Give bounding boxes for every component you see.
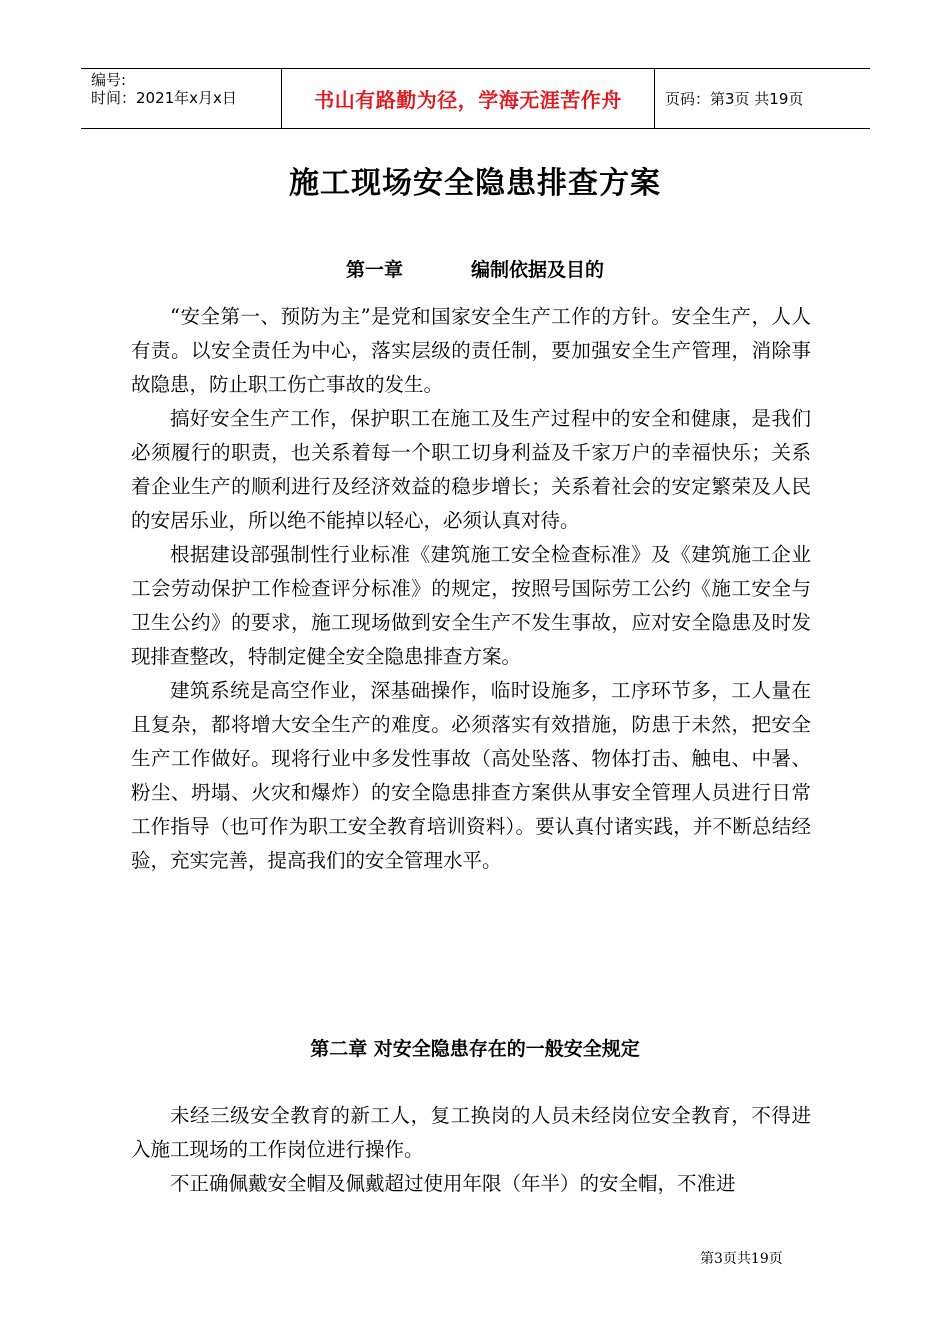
paragraph: 建筑系统是高空作业，深基础操作，临时设施多，工序环节多，工人量在且复杂，都将增大安全生产的难度。必须落实有效措施，防患于未然，把安全生产工作做好。现将行业中多发性事故（高处坠落、物体打击、触电、中暑、粉尘、坍塌、火灾和爆炸）的安全隐患排查方案供从事安全管理人员进行日常工作指导（也可作为职工安全教育培训资料）。要认真付诸实践，并不断总结经验，充实完善，提高我们的安全管理水平。 <box>131 679 811 872</box>
paragraph: 未经三级安全教育的新工人，复工换岗的人员未经岗位安全教育，不得进入施工现场的工作岗位进行操作。 <box>131 1104 811 1161</box>
paragraph: 根据建设部强制性行业标准《建筑施工安全检查标准》及《建筑施工企业工会劳动保护工作检查评分标准》的规定，按照号国际劳工公约《施工安全与卫生公约》的要求，施工现场做到安全生产不发生事故，应对安全隐患及时发现排查整改，特制定健全安全隐患排查方案。 <box>131 543 811 668</box>
chapter-1-body <box>131 300 811 878</box>
footer-page-number: 第3页共19页 <box>700 1251 783 1267</box>
chapter-2-heading: 第二章 对安全隐患存在的一般安全规定 <box>310 1038 640 1060</box>
header-meta <box>81 69 282 128</box>
document-header <box>81 68 870 129</box>
header-motto: 书山有路勤为径，学海无涯苦作舟 <box>282 69 655 128</box>
chapter-1-heading <box>0 255 950 282</box>
number-label: 编号: <box>91 71 127 89</box>
header-page-info: 页码：第3页 共19页 <box>665 90 804 108</box>
chapter-1-number: 第一章 <box>345 259 403 281</box>
paragraph: “安全第一、预防为主”是党和国家安全生产工作的方针。安全生产，人人有责。以安全责任为中心，落实层级的责任制，要加强安全生产管理，消除事故隐患，防止职工伤亡事故的发生。 <box>131 305 811 396</box>
chapter-1-name: 编制依据及目的 <box>471 259 605 281</box>
document-title: 施工现场安全隐患排查方案 <box>289 166 661 201</box>
paragraph: 不正确佩戴安全帽及佩戴超过使用年限（年半）的安全帽，不准进 <box>170 1172 736 1195</box>
time-label: 时间：2021年x月x日 <box>91 89 237 107</box>
chapter-2-body <box>131 1099 811 1201</box>
paragraph: 搞好安全生产工作，保护职工在施工及生产过程中的安全和健康，是我们必须履行的职责，也关系着每一个职工切身利益及千家万户的幸福快乐；关系着企业生产的顺利进行及经济效益的稳步增长；关系着社会的安定繁荣及人民的安居乐业，所以绝不能掉以轻心，必须认真对待。 <box>131 407 811 532</box>
